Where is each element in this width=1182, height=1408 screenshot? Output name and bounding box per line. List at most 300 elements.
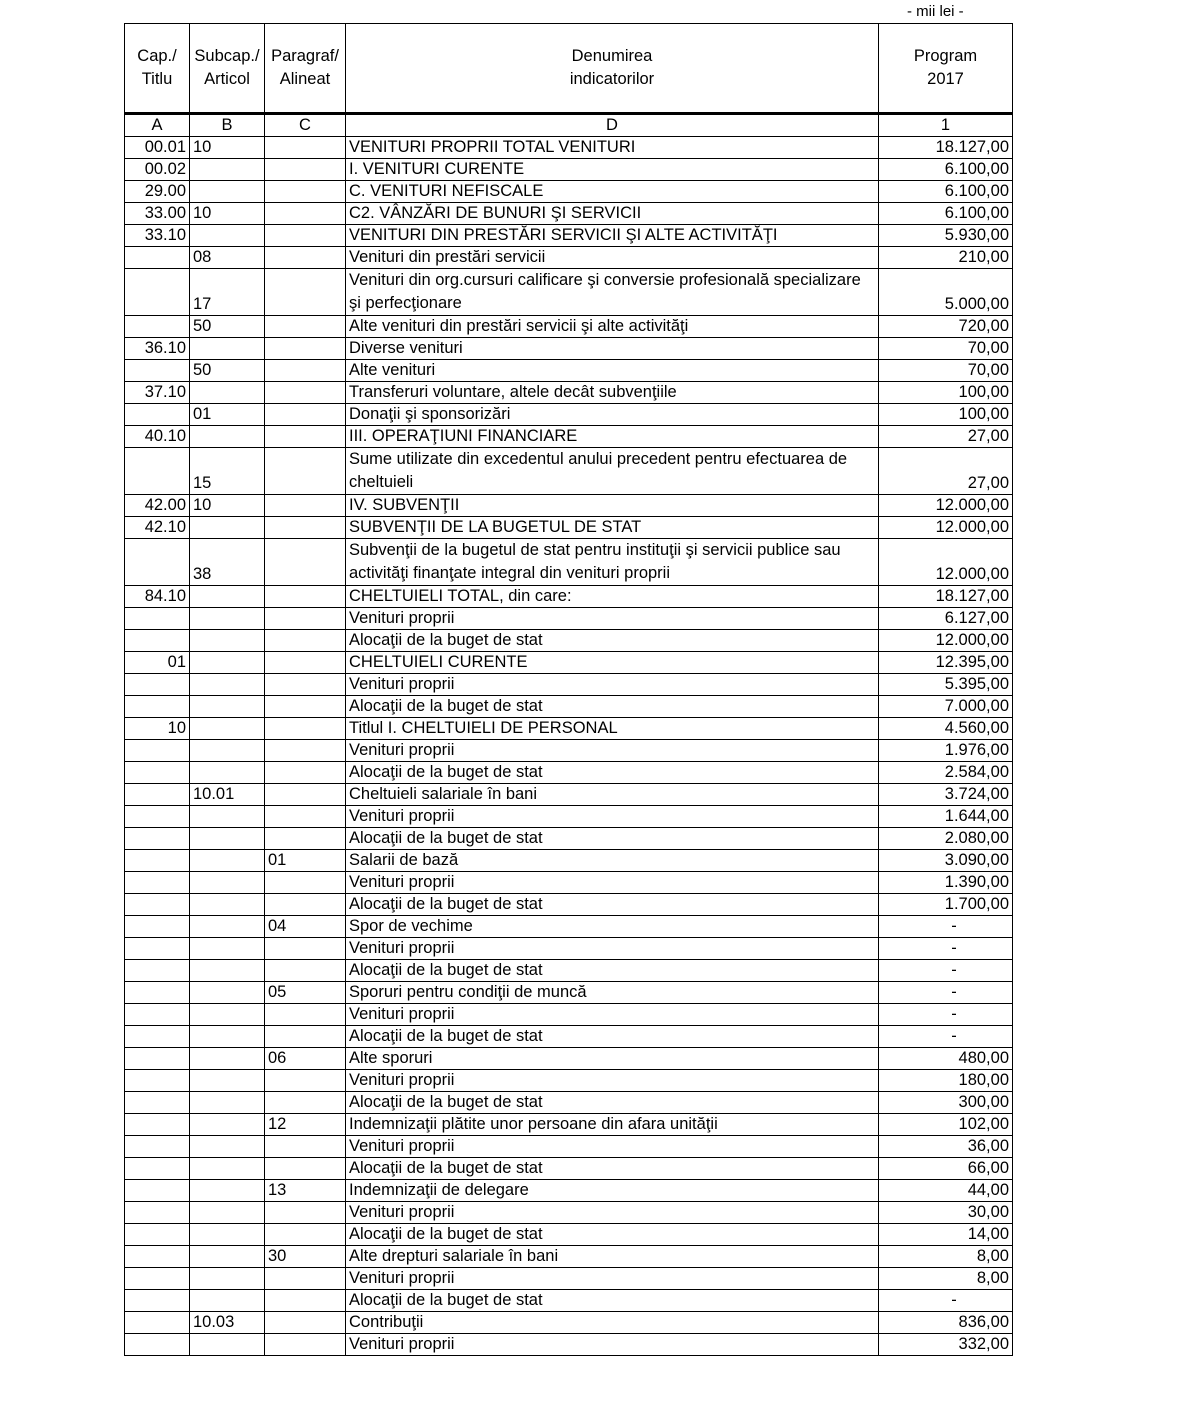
paragraf-alineat-cell: [265, 269, 346, 316]
table-row: [125, 982, 1013, 1004]
cap-titlu-cell: [125, 740, 190, 762]
subcap-articol-cell: [190, 762, 265, 784]
subcap-articol-cell: [190, 1334, 265, 1356]
cap-titlu-cell: 01: [125, 652, 190, 674]
cap-titlu-cell: [125, 828, 190, 850]
table-row: [125, 247, 1013, 269]
paragraf-alineat-cell: 01: [265, 850, 346, 872]
table-row: [125, 938, 1013, 960]
paragraf-alineat-cell: [265, 1136, 346, 1158]
paragraf-alineat-cell: [265, 630, 346, 652]
denumirea-cell: Alocaţii de la buget de stat: [346, 1092, 879, 1114]
letter-c: C: [265, 114, 346, 137]
paragraf-alineat-cell: [265, 360, 346, 382]
subcap-articol-cell: [190, 1290, 265, 1312]
paragraf-alineat-cell: [265, 1026, 346, 1048]
program-value-cell: 6.100,00: [879, 159, 1013, 181]
paragraf-alineat-cell: [265, 448, 346, 495]
table-row: [125, 1312, 1013, 1334]
program-value-cell: -: [879, 1290, 1013, 1312]
denumirea-cell: Alocaţii de la buget de stat: [346, 1290, 879, 1312]
subcap-articol-cell: 10: [190, 203, 265, 225]
subcap-articol-cell: [190, 1202, 265, 1224]
program-value-cell: 300,00: [879, 1092, 1013, 1114]
paragraf-alineat-cell: [265, 1004, 346, 1026]
subcap-articol-cell: [190, 382, 265, 404]
unit-label: - mii lei -: [907, 3, 964, 20]
denumirea-cell: Venituri proprii: [346, 872, 879, 894]
paragraf-alineat-cell: [265, 1070, 346, 1092]
cap-titlu-cell: [125, 894, 190, 916]
paragraf-alineat-cell: [265, 1224, 346, 1246]
denumirea-cell: Venituri proprii: [346, 1070, 879, 1092]
cap-titlu-cell: 40.10: [125, 426, 190, 448]
cap-titlu-cell: [125, 784, 190, 806]
program-value-cell: 102,00: [879, 1114, 1013, 1136]
cap-titlu-cell: 00.02: [125, 159, 190, 181]
paragraf-alineat-cell: [265, 960, 346, 982]
header-program-2017: Program 2017: [879, 24, 1013, 114]
table-row: [125, 1070, 1013, 1092]
table-row: [125, 360, 1013, 382]
program-value-cell: 1.700,00: [879, 894, 1013, 916]
subcap-articol-cell: [190, 696, 265, 718]
subcap-articol-cell: [190, 586, 265, 608]
table-row: [125, 316, 1013, 338]
paragraf-alineat-cell: [265, 762, 346, 784]
table-row: [125, 916, 1013, 938]
paragraf-alineat-cell: [265, 517, 346, 539]
denumirea-cell: Salarii de bază: [346, 850, 879, 872]
denumirea-cell: Alte venituri: [346, 360, 879, 382]
paragraf-alineat-cell: 06: [265, 1048, 346, 1070]
cap-titlu-cell: [125, 247, 190, 269]
denumirea-cell: I. VENITURI CURENTE: [346, 159, 879, 181]
subcap-articol-cell: [190, 426, 265, 448]
cap-titlu-cell: [125, 1158, 190, 1180]
program-value-cell: 44,00: [879, 1180, 1013, 1202]
program-value-cell: 12.000,00: [879, 539, 1013, 586]
table-row: [125, 1268, 1013, 1290]
cap-titlu-cell: [125, 1268, 190, 1290]
program-value-cell: -: [879, 1026, 1013, 1048]
program-value-cell: 1.644,00: [879, 806, 1013, 828]
cap-titlu-cell: [125, 1092, 190, 1114]
table-row: [125, 828, 1013, 850]
program-value-cell: 14,00: [879, 1224, 1013, 1246]
paragraf-alineat-cell: [265, 1290, 346, 1312]
denumirea-cell: Venituri proprii: [346, 1004, 879, 1026]
denumirea-cell: Titlul I. CHELTUIELI DE PERSONAL: [346, 718, 879, 740]
denumirea-cell: Cheltuieli salariale în bani: [346, 784, 879, 806]
subcap-articol-cell: 15: [190, 448, 265, 495]
table-row: [125, 718, 1013, 740]
program-value-cell: 6.100,00: [879, 203, 1013, 225]
table-row: [125, 1158, 1013, 1180]
denumirea-cell: Alocaţii de la buget de stat: [346, 1026, 879, 1048]
table-row: [125, 762, 1013, 784]
program-value-cell: 836,00: [879, 1312, 1013, 1334]
cap-titlu-cell: 36.10: [125, 338, 190, 360]
program-value-cell: 3.090,00: [879, 850, 1013, 872]
table-row: [125, 1114, 1013, 1136]
subcap-articol-cell: 50: [190, 360, 265, 382]
cap-titlu-cell: 42.10: [125, 517, 190, 539]
denumirea-cell: Donaţii şi sponsorizări: [346, 404, 879, 426]
column-letter-row: [125, 114, 1013, 137]
paragraf-alineat-cell: [265, 894, 346, 916]
subcap-articol-cell: [190, 1180, 265, 1202]
table-row: [125, 608, 1013, 630]
paragraf-alineat-cell: [265, 872, 346, 894]
paragraf-alineat-cell: [265, 225, 346, 247]
program-value-cell: 6.100,00: [879, 181, 1013, 203]
program-value-cell: 5.930,00: [879, 225, 1013, 247]
paragraf-alineat-cell: [265, 828, 346, 850]
cap-titlu-cell: [125, 1246, 190, 1268]
cap-titlu-cell: [125, 1180, 190, 1202]
program-value-cell: 480,00: [879, 1048, 1013, 1070]
table-row: [125, 1004, 1013, 1026]
table-row: [125, 137, 1013, 159]
paragraf-alineat-cell: [265, 316, 346, 338]
paragraf-alineat-cell: 30: [265, 1246, 346, 1268]
program-value-cell: 12.000,00: [879, 495, 1013, 517]
table-row: [125, 1224, 1013, 1246]
denumirea-cell: Diverse venituri: [346, 338, 879, 360]
subcap-articol-cell: 08: [190, 247, 265, 269]
denumirea-cell: Indemnizaţii plătite unor persoane din afara unităţii: [346, 1114, 879, 1136]
subcap-articol-cell: [190, 1070, 265, 1092]
paragraf-alineat-cell: [265, 740, 346, 762]
program-value-cell: -: [879, 938, 1013, 960]
program-value-cell: 30,00: [879, 1202, 1013, 1224]
program-value-cell: 8,00: [879, 1268, 1013, 1290]
denumirea-cell: Venituri proprii: [346, 1268, 879, 1290]
paragraf-alineat-cell: 05: [265, 982, 346, 1004]
cap-titlu-cell: 29.00: [125, 181, 190, 203]
paragraf-alineat-cell: [265, 203, 346, 225]
cap-titlu-cell: [125, 960, 190, 982]
denumirea-cell: VENITURI DIN PRESTĂRI SERVICII ŞI ALTE ACTIVITĂŢI: [346, 225, 879, 247]
table-row: [125, 495, 1013, 517]
program-value-cell: 720,00: [879, 316, 1013, 338]
denumirea-cell: Indemnizaţii de delegare: [346, 1180, 879, 1202]
table-row: [125, 1334, 1013, 1356]
table-row: [125, 784, 1013, 806]
subcap-articol-cell: 50: [190, 316, 265, 338]
denumirea-cell: Venituri proprii: [346, 1334, 879, 1356]
table-row: [125, 872, 1013, 894]
denumirea-cell: Venituri din prestări servicii: [346, 247, 879, 269]
header-denumirea: Denumirea indicatorilor: [346, 24, 879, 114]
subcap-articol-cell: [190, 1224, 265, 1246]
denumirea-cell: Alocaţii de la buget de stat: [346, 696, 879, 718]
paragraf-alineat-cell: [265, 1158, 346, 1180]
cap-titlu-cell: [125, 1312, 190, 1334]
table-row: [125, 1290, 1013, 1312]
denumirea-cell: Subvenţii de la bugetul de stat pentru instituţii şi servicii publice sau activităţi finanţate integral din venituri proprii: [346, 539, 879, 586]
subcap-articol-cell: [190, 718, 265, 740]
denumirea-cell: Alocaţii de la buget de stat: [346, 762, 879, 784]
cap-titlu-cell: 37.10: [125, 382, 190, 404]
program-value-cell: 12.395,00: [879, 652, 1013, 674]
paragraf-alineat-cell: [265, 652, 346, 674]
denumirea-cell: III. OPERAŢIUNI FINANCIARE: [346, 426, 879, 448]
table-row: [125, 960, 1013, 982]
subcap-articol-cell: [190, 938, 265, 960]
table-row: [125, 404, 1013, 426]
program-value-cell: -: [879, 1004, 1013, 1026]
subcap-articol-cell: [190, 1114, 265, 1136]
subcap-articol-cell: 10: [190, 137, 265, 159]
cap-titlu-cell: 42.00: [125, 495, 190, 517]
table-header-row: [125, 24, 1013, 114]
program-value-cell: 36,00: [879, 1136, 1013, 1158]
paragraf-alineat-cell: [265, 696, 346, 718]
table-row: [125, 1202, 1013, 1224]
cap-titlu-cell: [125, 938, 190, 960]
cap-titlu-cell: [125, 360, 190, 382]
program-value-cell: -: [879, 916, 1013, 938]
table-row: [125, 740, 1013, 762]
paragraf-alineat-cell: [265, 806, 346, 828]
subcap-articol-cell: [190, 872, 265, 894]
table-row: [125, 382, 1013, 404]
cap-titlu-cell: [125, 872, 190, 894]
cap-titlu-cell: 00.01: [125, 137, 190, 159]
cap-titlu-cell: [125, 608, 190, 630]
program-value-cell: 8,00: [879, 1246, 1013, 1268]
paragraf-alineat-cell: [265, 718, 346, 740]
subcap-articol-cell: [190, 916, 265, 938]
program-value-cell: 70,00: [879, 360, 1013, 382]
program-value-cell: 27,00: [879, 448, 1013, 495]
subcap-articol-cell: 38: [190, 539, 265, 586]
header-cap-titlu: Cap./ Titlu: [125, 24, 190, 114]
letter-1: 1: [879, 114, 1013, 137]
subcap-articol-cell: 10.03: [190, 1312, 265, 1334]
subcap-articol-cell: 17: [190, 269, 265, 316]
program-value-cell: 27,00: [879, 426, 1013, 448]
subcap-articol-cell: [190, 828, 265, 850]
program-value-cell: 4.560,00: [879, 718, 1013, 740]
cap-titlu-cell: [125, 630, 190, 652]
program-value-cell: 2.080,00: [879, 828, 1013, 850]
denumirea-cell: Sume utilizate din excedentul anului precedent pentru efectuarea de cheltuieli: [346, 448, 879, 495]
program-value-cell: 2.584,00: [879, 762, 1013, 784]
subcap-articol-cell: [190, 517, 265, 539]
program-value-cell: 12.000,00: [879, 630, 1013, 652]
table-row: [125, 539, 1013, 586]
cap-titlu-cell: [125, 1224, 190, 1246]
paragraf-alineat-cell: [265, 1312, 346, 1334]
table-row: [125, 894, 1013, 916]
cap-titlu-cell: [125, 448, 190, 495]
paragraf-alineat-cell: 12: [265, 1114, 346, 1136]
budget-table: [124, 23, 1013, 1356]
table-row: [125, 586, 1013, 608]
paragraf-alineat-cell: [265, 586, 346, 608]
subcap-articol-cell: [190, 960, 265, 982]
program-value-cell: 12.000,00: [879, 517, 1013, 539]
header-paragraf-alineat: Paragraf/ Alineat: [265, 24, 346, 114]
program-value-cell: -: [879, 982, 1013, 1004]
subcap-articol-cell: [190, 894, 265, 916]
program-value-cell: 180,00: [879, 1070, 1013, 1092]
denumirea-cell: Alte drepturi salariale în bani: [346, 1246, 879, 1268]
paragraf-alineat-cell: [265, 338, 346, 360]
subcap-articol-cell: [190, 608, 265, 630]
cap-titlu-cell: [125, 1290, 190, 1312]
table-row: [125, 203, 1013, 225]
subcap-articol-cell: [190, 630, 265, 652]
denumirea-cell: Venituri proprii: [346, 674, 879, 696]
paragraf-alineat-cell: [265, 1202, 346, 1224]
table-row: [125, 806, 1013, 828]
table-row: [125, 850, 1013, 872]
table-row: [125, 1136, 1013, 1158]
table-row: [125, 225, 1013, 247]
paragraf-alineat-cell: [265, 784, 346, 806]
subcap-articol-cell: [190, 1026, 265, 1048]
denumirea-cell: CHELTUIELI CURENTE: [346, 652, 879, 674]
program-value-cell: 332,00: [879, 1334, 1013, 1356]
denumirea-cell: Venituri din org.cursuri calificare şi conversie profesională specializare şi perfecţionare: [346, 269, 879, 316]
cap-titlu-cell: [125, 1026, 190, 1048]
subcap-articol-cell: [190, 806, 265, 828]
paragraf-alineat-cell: [265, 181, 346, 203]
paragraf-alineat-cell: 04: [265, 916, 346, 938]
subcap-articol-cell: 01: [190, 404, 265, 426]
letter-b: B: [190, 114, 265, 137]
cap-titlu-cell: [125, 850, 190, 872]
denumirea-cell: C2. VÂNZĂRI DE BUNURI ŞI SERVICII: [346, 203, 879, 225]
denumirea-cell: Sporuri pentru condiţii de muncă: [346, 982, 879, 1004]
table-row: [125, 652, 1013, 674]
subcap-articol-cell: [190, 1048, 265, 1070]
denumirea-cell: Alte venituri din prestări servicii şi alte activităţi: [346, 316, 879, 338]
subcap-articol-cell: [190, 652, 265, 674]
program-value-cell: -: [879, 960, 1013, 982]
paragraf-alineat-cell: [265, 247, 346, 269]
cap-titlu-cell: [125, 1114, 190, 1136]
denumirea-cell: IV. SUBVENŢII: [346, 495, 879, 517]
table-row: [125, 630, 1013, 652]
table-row: [125, 1180, 1013, 1202]
table-row: [125, 1026, 1013, 1048]
denumirea-cell: Transferuri voluntare, altele decât subvenţiile: [346, 382, 879, 404]
paragraf-alineat-cell: [265, 1334, 346, 1356]
subcap-articol-cell: [190, 1158, 265, 1180]
subcap-articol-cell: [190, 181, 265, 203]
program-value-cell: 66,00: [879, 1158, 1013, 1180]
cap-titlu-cell: [125, 674, 190, 696]
table-row: [125, 159, 1013, 181]
paragraf-alineat-cell: [265, 608, 346, 630]
table-row: [125, 338, 1013, 360]
cap-titlu-cell: [125, 696, 190, 718]
table-row: [125, 1048, 1013, 1070]
paragraf-alineat-cell: [265, 137, 346, 159]
program-value-cell: 18.127,00: [879, 586, 1013, 608]
subcap-articol-cell: [190, 674, 265, 696]
header-subcap-articol: Subcap./ Articol: [190, 24, 265, 114]
table-row: [125, 696, 1013, 718]
denumirea-cell: Venituri proprii: [346, 1202, 879, 1224]
subcap-articol-cell: [190, 1268, 265, 1290]
table-row: [125, 674, 1013, 696]
table-row: [125, 269, 1013, 316]
program-value-cell: 5.000,00: [879, 269, 1013, 316]
subcap-articol-cell: [190, 850, 265, 872]
paragraf-alineat-cell: [265, 495, 346, 517]
subcap-articol-cell: 10.01: [190, 784, 265, 806]
program-value-cell: 5.395,00: [879, 674, 1013, 696]
cap-titlu-cell: [125, 404, 190, 426]
cap-titlu-cell: [125, 1202, 190, 1224]
cap-titlu-cell: [125, 982, 190, 1004]
program-value-cell: 1.390,00: [879, 872, 1013, 894]
paragraf-alineat-cell: [265, 159, 346, 181]
letter-d: D: [346, 114, 879, 137]
program-value-cell: 1.976,00: [879, 740, 1013, 762]
program-value-cell: 210,00: [879, 247, 1013, 269]
denumirea-cell: Contribuţii: [346, 1312, 879, 1334]
table-row: [125, 1092, 1013, 1114]
paragraf-alineat-cell: 13: [265, 1180, 346, 1202]
cap-titlu-cell: [125, 1334, 190, 1356]
table-row: [125, 517, 1013, 539]
denumirea-cell: Alocaţii de la buget de stat: [346, 894, 879, 916]
program-value-cell: 18.127,00: [879, 137, 1013, 159]
denumirea-cell: Alocaţii de la buget de stat: [346, 1158, 879, 1180]
cap-titlu-cell: 33.00: [125, 203, 190, 225]
table-row: [125, 1246, 1013, 1268]
cap-titlu-cell: [125, 1136, 190, 1158]
subcap-articol-cell: [190, 159, 265, 181]
subcap-articol-cell: [190, 1092, 265, 1114]
subcap-articol-cell: [190, 1246, 265, 1268]
denumirea-cell: CHELTUIELI TOTAL, din care:: [346, 586, 879, 608]
paragraf-alineat-cell: [265, 382, 346, 404]
denumirea-cell: Alocaţii de la buget de stat: [346, 828, 879, 850]
program-value-cell: 100,00: [879, 382, 1013, 404]
denumirea-cell: Alocaţii de la buget de stat: [346, 630, 879, 652]
program-value-cell: 100,00: [879, 404, 1013, 426]
paragraf-alineat-cell: [265, 426, 346, 448]
cap-titlu-cell: 84.10: [125, 586, 190, 608]
cap-titlu-cell: 33.10: [125, 225, 190, 247]
letter-a: A: [125, 114, 190, 137]
cap-titlu-cell: [125, 1070, 190, 1092]
cap-titlu-cell: [125, 316, 190, 338]
denumirea-cell: Venituri proprii: [346, 806, 879, 828]
cap-titlu-cell: [125, 269, 190, 316]
denumirea-cell: Venituri proprii: [346, 740, 879, 762]
denumirea-cell: Alocaţii de la buget de stat: [346, 1224, 879, 1246]
subcap-articol-cell: [190, 982, 265, 1004]
subcap-articol-cell: [190, 1004, 265, 1026]
table-row: [125, 448, 1013, 495]
cap-titlu-cell: [125, 916, 190, 938]
table-row: [125, 426, 1013, 448]
denumirea-cell: Alte sporuri: [346, 1048, 879, 1070]
denumirea-cell: Alocaţii de la buget de stat: [346, 960, 879, 982]
table-row: [125, 181, 1013, 203]
subcap-articol-cell: [190, 740, 265, 762]
paragraf-alineat-cell: [265, 674, 346, 696]
